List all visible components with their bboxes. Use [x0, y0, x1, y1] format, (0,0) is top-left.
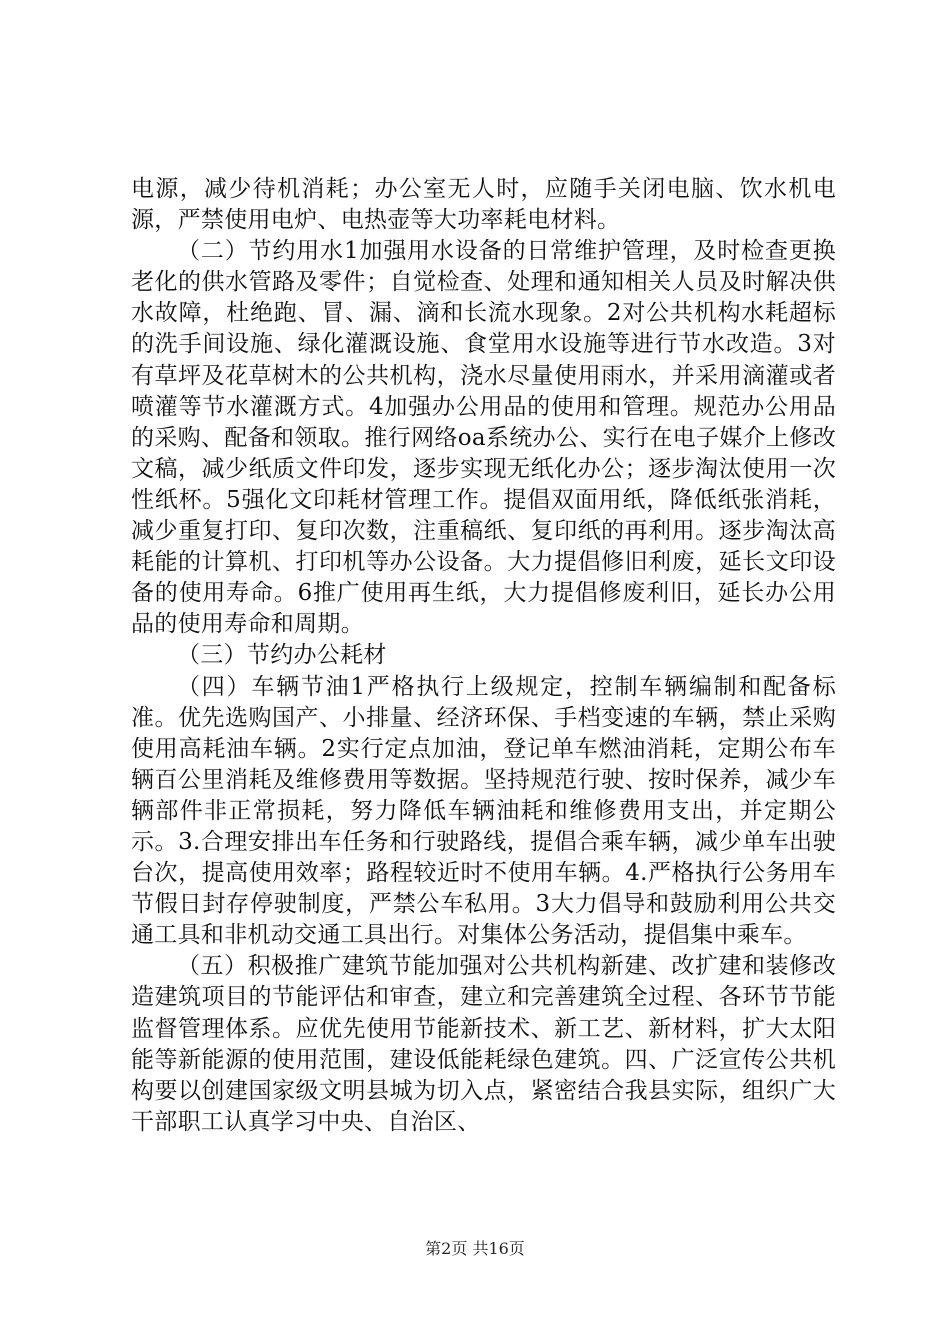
paragraph-vehicle-fuel: （四）车辆节油1严格执行上级规定，控制车辆编制和配备标准。优先选购国产、小排量、经济环保、手档变速的车辆，禁止采购使用高耗油车辆。2实行定点加油，登记单车燃油消耗，定期公布车辆百公里消耗及维修费用等数据。坚持规范行驶、按时保养，减少车辆部件非正常损耗，努力降低车辆油耗和维修费用支出，并定期公示。3.合理安排出车任务和行驶路线，提倡合乘车辆，减少单车出驶台次，提高使用效率；路程较近时不使用车辆。4.严格执行公务用车节假日封存停驶制度，严禁公车私用。3大力倡导和鼓励利用公共交通工具和非机动交通工具出行。对集体公务活动，提倡集中乘车。 [131, 673, 836, 949]
paragraph-continuation: 电源，减少待机消耗；办公室无人时，应随手关闭电脑、饮水机电源，严禁使用电炉、电热壶等大功率耗电材料。 [131, 176, 836, 234]
paragraph-save-water: （二）节约用水1加强用水设备的日常维护管理，及时检查更换老化的供水管路及零件；自觉检查、处理和通知相关人员及时解决供水故障，杜绝跑、冒、漏、滴和长流水现象。2对公共机构水耗超标的洗手间设施、绿化灌溉设施、食堂用水设施等进行节水改造。3对有草坪及花草树木的公共机构，浇水尽量使用雨水，并采用滴灌或者喷灌等节水灌溉方式。4加强办公用品的使用和管理。规范办公用品的采购、配备和领取。推行网络oa系统办公、实行在电子媒介上修改文稿，减少纸质文件印发，逐步实现无纸化办公；逐步淘汰使用一次性纸杯。5强化文印耗材管理工作。提倡双面用纸，降低纸张消耗，减少重复打印、复印次数，注重稿纸、复印纸的再利用。逐步淘汰高耗能的计算机、打印机等办公设备。大力提倡修旧利废，延长文印设备的使用寿命。6推广使用再生纸，大力提倡修废利旧，延长办公用品的使用寿命和周期。 [131, 238, 836, 638]
paragraph-building-energy: （五）积极推广建筑节能加强对公共机构新建、改扩建和装修改造建筑项目的节能评估和审查，建立和完善建筑全过程、各环节节能监督管理体系。应优先使用节能新技术、新工艺、新材料，扩大太阳能等新能源的使用范围，建设低能耗绿色建筑。四、广泛宣传公共机构要以创建国家级文明县城为切入点，紧密结合我县实际，组织广大干部职工认真学习中央、自治区、 [131, 953, 836, 1135]
paragraph-office-supplies-heading: （三）节约办公耗材 [177, 642, 387, 669]
page-number-footer: 第2页 共16页 [425, 1239, 525, 1258]
document-body [131, 174, 836, 1138]
